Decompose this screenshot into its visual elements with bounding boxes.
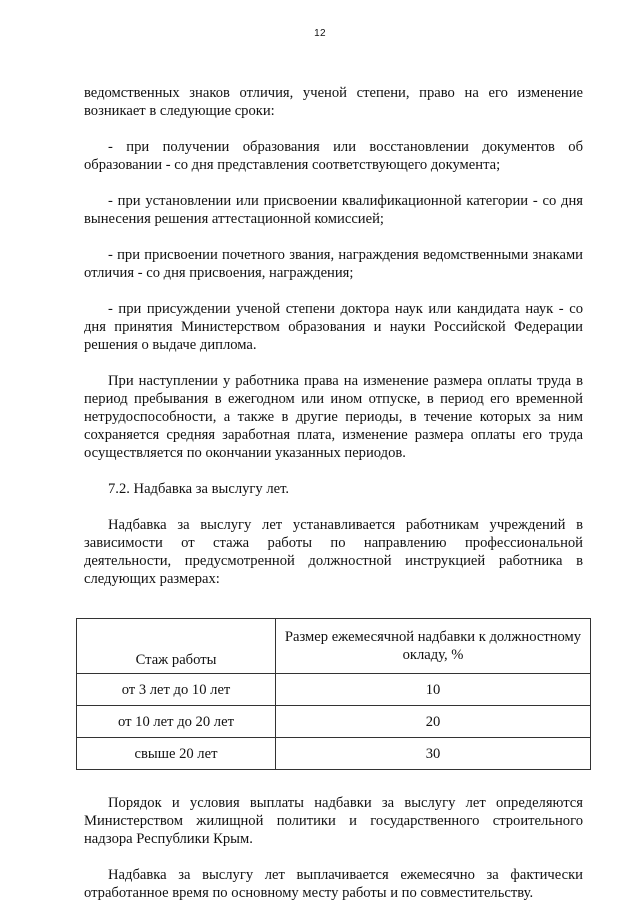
paragraph-degree-item: - при присуждении ученой степени доктора наук или кандидата наук - со дня принятия Министерством образования и науки Российской Федерации решения о выдаче диплома. <box>84 301 583 353</box>
paragraph-category-item: - при установлении или присвоении квалификационной категории - со дня вынесения решения аттестационной комиссией; <box>84 193 583 227</box>
section-heading-7-2: 7.2. Надбавка за выслугу лет. <box>108 481 290 497</box>
table-cell-bonus: 10 <box>276 674 591 706</box>
table-cell-experience: от 3 лет до 10 лет <box>77 674 276 706</box>
paragraph-honorary-title-item: - при присвоении почетного звания, награждения ведомственными знаками отличия - со дня присвоения, награждения; <box>84 247 583 281</box>
table-cell-bonus: 30 <box>276 738 591 770</box>
table-header-row <box>77 619 591 674</box>
paragraph-continuation: ведомственных знаков отличия, ученой степени, право на его изменение возникает в следующие сроки: <box>84 85 583 119</box>
table-header-bonus-size: Размер ежемесячной надбавки к должностному окладу, % <box>276 619 591 674</box>
paragraph-education-item: - при получении образования или восстановлении документов об образовании - со дня представления соответствующего документа; <box>84 139 583 173</box>
seniority-bonus-table <box>76 618 591 770</box>
table-row <box>77 674 591 706</box>
paragraph-monthly-payment: Надбавка за выслугу лет выплачивается ежемесячно за фактически отработанное время по основному месту работы и по совместительству. <box>84 867 583 901</box>
table-cell-bonus: 20 <box>276 706 591 738</box>
table-row <box>77 706 591 738</box>
table-cell-experience: свыше 20 лет <box>77 738 276 770</box>
table-row <box>77 738 591 770</box>
table-cell-experience: от 10 лет до 20 лет <box>77 706 276 738</box>
paragraph-seniority-bonus: Надбавка за выслугу лет устанавливается работникам учреждений в зависимости от стажа работы по направлению профессиональной деятельности, предусмотренной должностной инструкцией работника в следующих размерах: <box>84 517 583 587</box>
seniority-bonus-table-wrapper <box>76 618 591 770</box>
table-header-experience: Стаж работы <box>77 619 276 674</box>
document-body <box>84 84 583 902</box>
paragraph-leave-period: При наступлении у работника права на изменение размера оплаты труда в период пребывания в ежегодном или ином отпуске, в период его временной нетрудоспособности, а также в другие периоды, в течение которых за ним сохраняется средняя заработная плата, изменение размера оплаты его труда осуществляется по окончании указанных периодов. <box>84 373 583 461</box>
page-number: 12 <box>314 28 326 39</box>
paragraph-payment-procedure: Порядок и условия выплаты надбавки за выслугу лет определяются Министерством жилищной политики и государственного строительного надзора Республики Крым. <box>84 795 583 847</box>
